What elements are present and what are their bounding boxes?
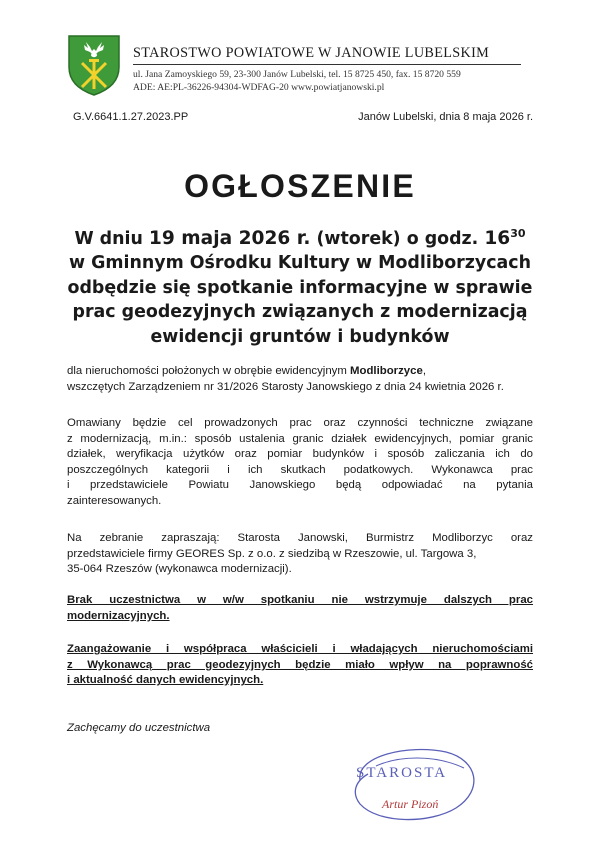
office-ade-website: ADE: AE:PL-36226-94304-WDFAG-20 www.powiatjanowski.pl <box>133 82 385 93</box>
meeting-headline <box>60 227 540 349</box>
meeting-date-line <box>60 227 540 251</box>
signature-name: Artur Pizoń <box>382 797 439 811</box>
paragraph-line: Na zebranie zapraszają: Starosta Janowski, Burmistrz Modliborzyc oraz <box>67 532 533 544</box>
paragraph-line: 35-064 Rzeszów (wykonawca modernizacji). <box>67 563 292 576</box>
paragraph-line: z modernizacją, m.in.: sposób ustalenia granic działek ewidencyjnych, pomiar granic <box>67 432 533 445</box>
headline-line: w Gminnym Ośrodku Kultury w Modliborzycach <box>69 253 531 274</box>
case-number: G.V.6641.1.27.2023.PP <box>73 111 189 123</box>
meeting-minutes: 30 <box>510 227 526 240</box>
place-and-date: Janów Lubelski, dnia 8 maja 2026 r. <box>358 111 533 123</box>
scope-text: dla nieruchomości położonych w obrębie ewidencyjnym <box>67 365 351 377</box>
headline-prefix: W dniu <box>74 229 143 249</box>
meeting-hour: 16 <box>484 228 511 249</box>
paragraph-line: i przedstawiciele Powiatu Janowskiego będą odpowiadać na pytania <box>67 479 533 492</box>
absence-notice <box>67 593 533 624</box>
invitation-paragraph <box>67 531 533 578</box>
coat-of-arms-icon <box>66 33 122 97</box>
office-address: ul. Jana Zamoyskiego 59, 23-300 Janów Lubelski, tel. 15 8725 450, fax. 15 8720 559 <box>133 69 461 80</box>
paragraph-line: Zaangażowanie i współpraca właścicieli i władających nieruchomościami <box>67 643 533 655</box>
paragraph-line: zainteresowanych. <box>67 494 162 507</box>
topics-paragraph <box>67 416 533 510</box>
paragraph-line: Omawiany będzie cel prowadzonych prac oraz czynności techniczne związane <box>67 417 533 429</box>
headline-line: prac geodezyjnych związanych z modernizacją <box>72 302 528 323</box>
paragraph-line: Brak uczestnictwa w w/w spotkaniu nie wstrzymuje dalszych prac <box>67 594 533 606</box>
time-prefix: o godz. <box>406 229 479 249</box>
headline-line: odbędzie się spotkanie informacyjne w sprawie <box>67 277 533 298</box>
scope-punctuation: , <box>422 365 426 377</box>
signature-title: STAROSTA <box>356 765 448 781</box>
paragraph-line: przedstawiciele firmy GEORES Sp. z o.o. z siedzibą w Rzeszowie, ul. Targowa 3, <box>67 547 477 560</box>
paragraph-line: z Wykonawcą prac geodezyjnych będzie miało wpływ na poprawność <box>67 658 533 671</box>
document-title: OGŁOSZENIE <box>184 168 416 204</box>
scope-line: wszczętych Zarządzeniem nr 31/2026 Starosty Janowskiego z dnia 24 kwietnia 2026 r. <box>67 380 504 393</box>
closing-line: Zachęcamy do uczestnictwa <box>67 722 211 734</box>
paragraph-line: i aktualność danych ewidencyjnych. <box>67 674 264 687</box>
office-name: STAROSTWO POWIATOWE W JANOWIE LUBELSKIM <box>133 45 490 61</box>
headline-line: ewidencji gruntów i budynków <box>150 326 450 347</box>
scope-line <box>67 364 533 380</box>
letterhead-divider <box>133 64 521 65</box>
meeting-date: 19 maja 2026 r. <box>148 228 311 249</box>
paragraph-line: poszczególnych kategorii i ich skutkach podatkowych. Wykonawca prac <box>67 463 533 476</box>
scope-paragraph <box>67 364 533 395</box>
signature-stamp <box>338 738 488 828</box>
engagement-notice <box>67 642 533 689</box>
meeting-weekday: (wtorek) <box>316 229 401 249</box>
cadastral-area: Modliborzyce <box>350 365 423 377</box>
paragraph-line: działek, weryfikacja użytków oraz pomiar budynków i sposób zaliczania ich do <box>67 448 533 461</box>
paragraph-line: modernizacyjnych. <box>67 609 170 622</box>
